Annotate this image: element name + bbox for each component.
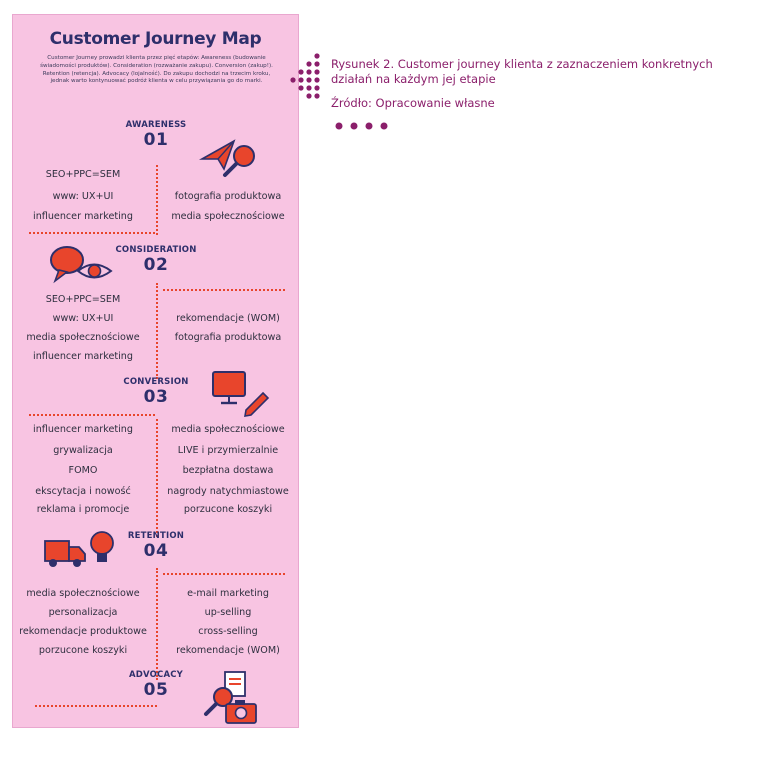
divider-horizontal [163, 573, 285, 575]
divider-horizontal [163, 289, 285, 291]
conversion-left-item: grywalizacja [53, 445, 113, 456]
conversion-left-item: reklama i promocje [36, 504, 130, 515]
awareness-right-item: fotografia produktowa [174, 191, 282, 202]
awareness-right-item: media społecznościowe [171, 211, 285, 222]
infographic-intro: Customer Journey prowadzi klienta przez pięć etapów: Awareness (budowanie świadomości produktów). Consideration (rozważanie zakupu). Conversion (zakup!). Retention (retencja). Advocacy (lojalność). Do zakupu dochodzi na trzecim kroku, jednak warto kontynuować podróż klienta w celu przywiązania go do marki. [40, 55, 273, 85]
conversion-right-item: media społecznościowe [171, 424, 285, 435]
stage-conversion-number: 03 [143, 387, 169, 407]
divider-vertical [156, 419, 158, 537]
conversion-right-item: LIVE i przymierzalnie [177, 445, 279, 456]
figure-source: Źródło: Opracowanie własne [331, 96, 495, 110]
infographic-title: Customer Journey Map [49, 29, 262, 49]
camera-icon [224, 698, 260, 726]
conversion-left-item: influencer marketing [33, 424, 133, 435]
retention-left-item: media społecznościowe [26, 588, 140, 599]
divider-horizontal [29, 414, 155, 416]
awareness-left-item: influencer marketing [33, 211, 133, 222]
stage-awareness-name: AWARENESS [125, 120, 187, 130]
stage-advocacy-number: 05 [143, 680, 169, 700]
stage-conversion-name: CONVERSION [123, 377, 189, 387]
magnifier-icon [222, 142, 262, 182]
retention-left-item: rekomendacje produktowe [19, 626, 147, 637]
decorative-dots-icon [334, 120, 394, 132]
consideration-left-item: www: UX+UI [52, 313, 114, 324]
eye-icon [75, 257, 115, 287]
decorative-dot-triangle-icon [289, 50, 325, 102]
stage-advocacy-name: ADVOCACY [128, 670, 184, 680]
awareness-left-item: www: UX+UI [52, 191, 114, 202]
stage-retention-name: RETENTION [127, 531, 185, 541]
awareness-left-item: SEO+PPC=SEM [45, 169, 121, 180]
stage-consideration-name: CONSIDERATION [115, 245, 197, 255]
retention-left-item: porzucone koszyki [38, 645, 128, 656]
retention-left-item: personalizacja [48, 607, 118, 618]
stage-awareness-number: 01 [143, 130, 169, 150]
conversion-left-item: FOMO [68, 465, 98, 476]
conversion-left-item: ekscytacja i nowość [35, 486, 131, 497]
divider-horizontal [35, 705, 157, 707]
consideration-left-item: media społecznościowe [26, 332, 140, 343]
divider-horizontal [29, 232, 155, 234]
consideration-right-item: fotografia produktowa [174, 332, 282, 343]
consideration-right-item: rekomendacje (WOM) [176, 313, 280, 324]
stage-retention-number: 04 [143, 541, 169, 561]
consideration-left-item: SEO+PPC=SEM [45, 294, 121, 305]
retention-right-item: cross-selling [198, 626, 258, 637]
retention-right-item: up-selling [204, 607, 252, 618]
figure-caption: Rysunek 2. Customer journey klienta z zaznaczeniem konkretnych działań na każdym jej etapie [331, 57, 713, 86]
divider-vertical [156, 165, 158, 235]
retention-right-item: rekomendacje (WOM) [176, 645, 280, 656]
conversion-right-item: porzucone koszyki [183, 504, 273, 515]
pencil-icon [241, 390, 271, 420]
truck-icon [43, 537, 93, 571]
retention-right-item: e-mail marketing [187, 588, 269, 599]
divider-vertical [156, 568, 158, 680]
customer-journey-infographic [12, 14, 299, 728]
conversion-right-item: bezpłatna dostawa [182, 465, 274, 476]
conversion-right-item: nagrody natychmiastowe [167, 486, 289, 497]
divider-vertical [156, 283, 158, 379]
consideration-left-item: influencer marketing [33, 351, 133, 362]
stage-consideration-number: 02 [143, 255, 169, 275]
